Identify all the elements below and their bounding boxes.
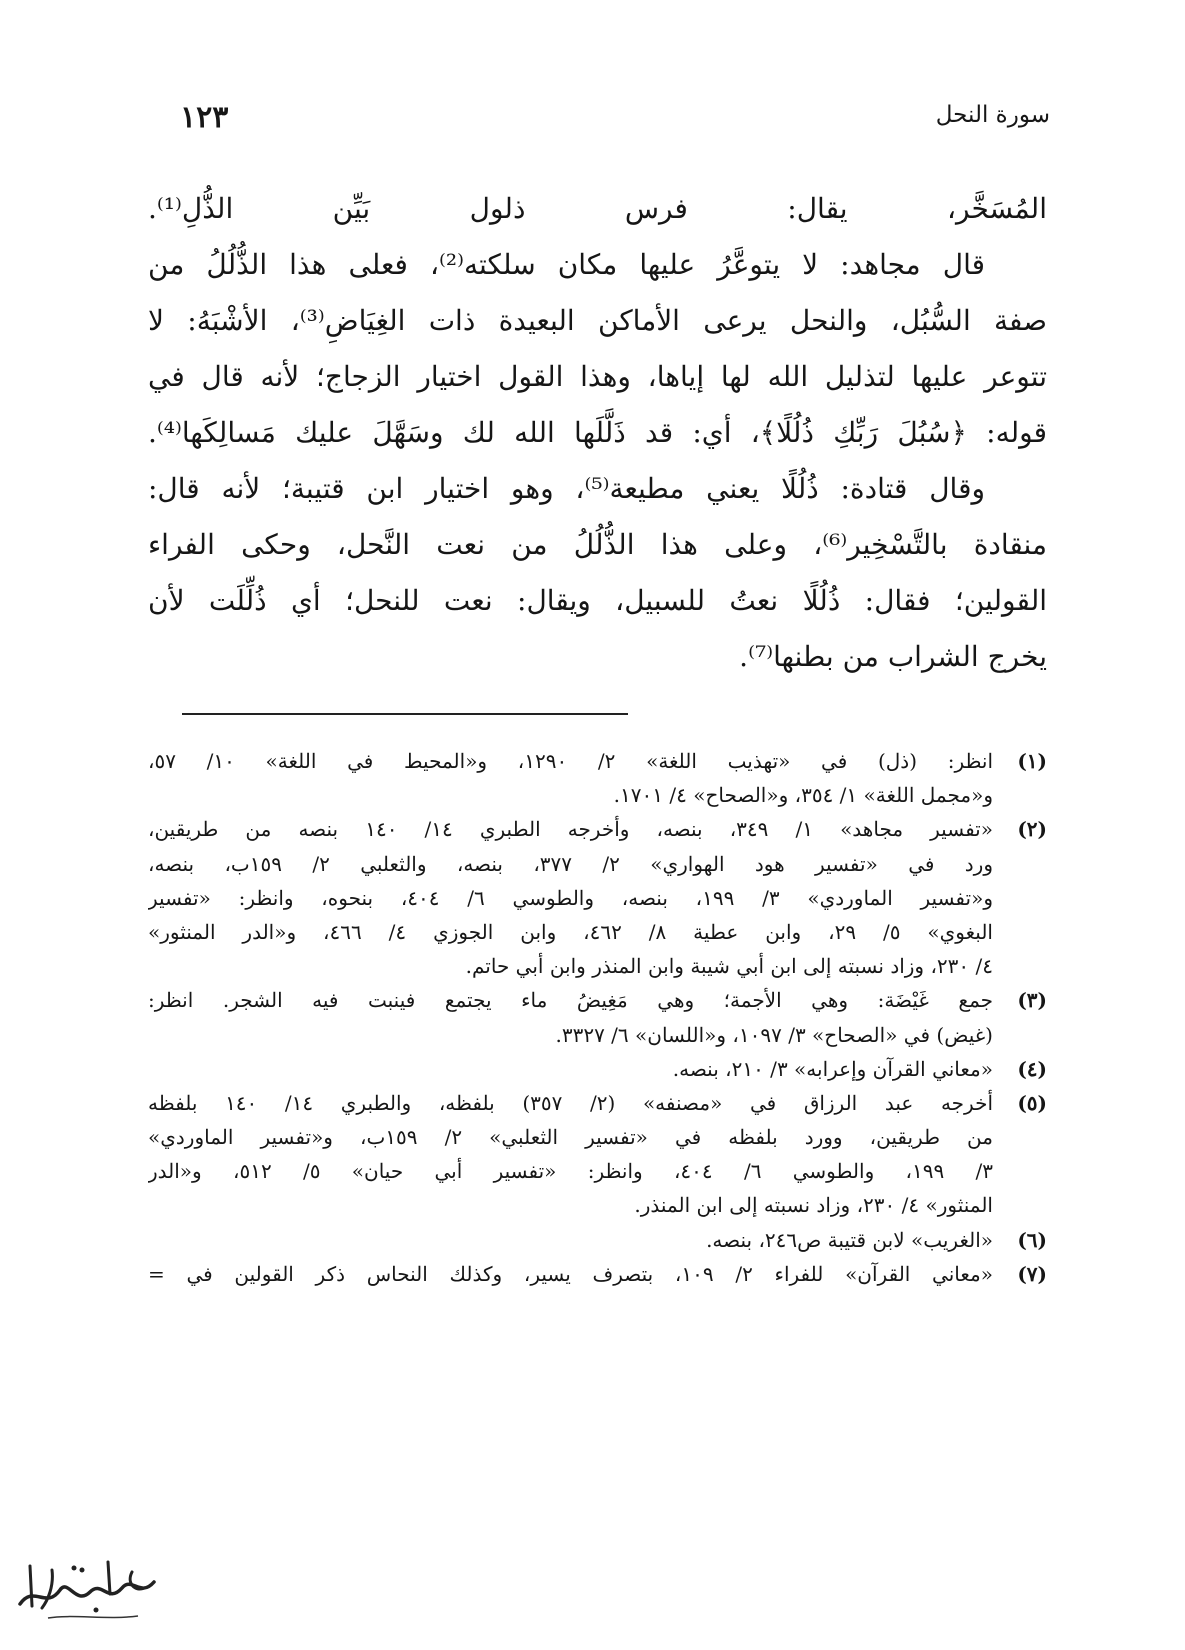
footnote-line: «معاني القرآن» للفراء ٢/ ١٠٩، بتصرف يسير، وكذلك النحاس ذكر القولين في = [148, 1261, 993, 1286]
footnote-line: و«تفسير الماوردي» ٣/ ١٩٩، بنصه، والطوسي ٦/ ٤٠٤، بنحوه، وانظر: «تفسير [148, 885, 993, 910]
footnote-line: المنثور» ٤/ ٢٣٠، وزاد نسبته إلى ابن المنذر. [634, 1193, 993, 1218]
footnote-line: ٣/ ١٩٩، والطوسي ٦/ ٤٠٤، وانظر: «تفسير أبي حيان» ٥/ ٥١٢، و«الدر [148, 1159, 993, 1184]
page-header [180, 100, 1050, 144]
text-line: يخرج الشراب من بطنها⁽⁷⁾. [739, 640, 1047, 673]
footnote [148, 1257, 1047, 1291]
text-line: قوله: ﴿سُبُلَ رَبِّكِ ذُلُلًا﴾، أي: قد ذَلَّلَها الله لك وسَهَّلَ عليك مَسالِكَها⁽⁴⁾. [148, 416, 1047, 449]
footnote-number: (١) [1017, 749, 1047, 773]
text-line: صفة السُّبُل، والنحل يرعى الأماكن البعيدة ذات الغِيَاضِ⁽³⁾، الأشْبَهُ: لا [148, 304, 1047, 337]
page-number: ١٢٣ [180, 100, 229, 135]
footnote-number: (٤) [1017, 1056, 1047, 1081]
publisher-logo [12, 1548, 162, 1626]
footnote [148, 983, 1047, 1051]
footnote-line: «الغريب» لابن قتيبة ص٢٤٦، بنصه. [706, 1227, 993, 1252]
footnote-line: جمع غَيْضَة: وهي الأجمة؛ وهي مَغِيضُ ماء يجتمع فينبت فيه الشجر. انظر: [148, 988, 993, 1013]
text-line: القولين؛ فقال: ذُلُلًا نعتُ للسبيل، ويقال: نعت للنحل؛ أي ذُلِّلَت لأن [148, 584, 1047, 617]
footnote-number: (٧) [1017, 1261, 1047, 1286]
footnote-divider [182, 713, 628, 715]
footnote [148, 812, 1047, 983]
footnote-line: (غيض) في «الصحاح» ٣/ ١٠٩٧، و«اللسان» ٦/ ٣٣٢٧. [555, 1022, 993, 1047]
text-line: تتوعر عليها لتذليل الله لها إياها، وهذا القول اختيار الزجاج؛ لأنه قال في [148, 360, 1047, 393]
footnote-line: البغوي» ٥/ ٢٩، وابن عطية ٨/ ٤٦٢، وابن الجوزي ٤/ ٤٦٦، و«الدر المنثور» [148, 919, 993, 944]
footnote-number: (٦) [1017, 1227, 1047, 1252]
text-line: وقال قتادة: ذُلُلًا يعني مطيعة⁽⁵⁾، وهو اختيار ابن قتيبة؛ لأنه قال: [148, 472, 985, 505]
footnote-line: أخرجه عبد الرزاق في «مصنفه» (٢/ ٣٥٧) بلفظه، والطبري ١٤/ ١٤٠ بلفظه [148, 1090, 993, 1115]
footnotes [148, 744, 1047, 1291]
footnote [148, 1086, 1047, 1223]
footnote-line: انظر: (ذل) في «تهذيب اللغة» ٢/ ١٢٩٠، و«المحيط في اللغة» ١٠/ ٥٧، [148, 749, 993, 773]
main-text [148, 181, 1047, 685]
footnote-number: (٣) [1017, 988, 1047, 1013]
text-line: المُسَخَّر، يقال: فرس ذلول بَيِّن الذُّلِ⁽¹⁾. [148, 192, 1047, 225]
footnote-line: «معاني القرآن وإعرابه» ٣/ ٢١٠، بنصه. [672, 1056, 993, 1081]
footnote [148, 1052, 1047, 1086]
footnote-line: ٤/ ٢٣٠، وزاد نسبته إلى ابن أبي شيبة وابن المنذر وابن أبي حاتم. [465, 954, 993, 979]
footnote [148, 1223, 1047, 1257]
footnote-line: من طريقين، وورد بلفظه في «تفسير الثعلبي» ٢/ ١٥٩ب، و«تفسير الماوردي» [148, 1125, 993, 1150]
footnote-number: (٢) [1017, 817, 1047, 842]
surah-title: سورة النحل [935, 102, 1050, 128]
footnote-line: «تفسير مجاهد» ١/ ٣٤٩، بنصه، وأخرجه الطبري ١٤/ ١٤٠ بنصه من طريقين، [148, 817, 993, 842]
footnote-line: ورد في «تفسير هود الهواري» ٢/ ٣٧٧، بنصه، والثعلبي ٢/ ١٥٩ب، بنصه، [148, 851, 993, 876]
footnote [148, 744, 1047, 812]
calligraphy-logo-icon [12, 1548, 162, 1626]
footnote-line: و«مجمل اللغة» ١/ ٣٥٤، و«الصحاح» ٤/ ١٧٠١. [613, 783, 993, 808]
text-line: منقادة بالتَّسْخِير⁽⁶⁾، وعلى هذا الذُّلُلُ من نعت النَّحل، وحكى الفراء [148, 528, 1047, 561]
text-line: قال مجاهد: لا يتوعَّرُ عليها مكان سلكته⁽²⁾، فعلى هذا الذُّلُلُ من [148, 248, 985, 281]
footnote-number: (٥) [1017, 1090, 1047, 1115]
